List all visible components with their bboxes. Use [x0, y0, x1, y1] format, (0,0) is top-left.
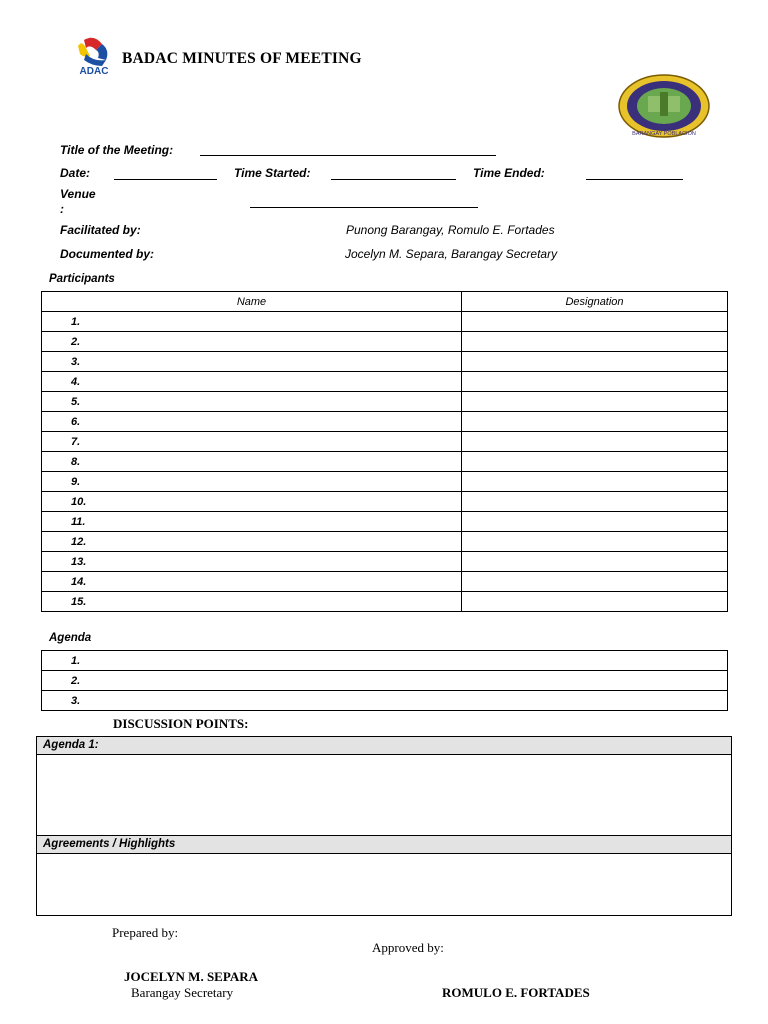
participant-designation-cell[interactable] — [462, 312, 728, 332]
participant-row — [42, 492, 728, 512]
participant-designation-cell[interactable] — [462, 392, 728, 412]
barangay-seal — [618, 74, 710, 138]
participant-designation-cell[interactable] — [462, 332, 728, 352]
agenda-item-cell[interactable]: 3. — [42, 691, 728, 711]
participant-designation-cell[interactable] — [462, 412, 728, 432]
documented-label: Documented by: — [60, 247, 155, 261]
preparer-title: Barangay Secretary — [131, 985, 234, 1000]
agenda-label: Agenda — [49, 632, 92, 644]
participant-name-cell[interactable]: 14. — [42, 572, 462, 592]
participant-name-cell[interactable]: 10. — [42, 492, 462, 512]
participant-row — [42, 312, 728, 332]
agenda-row — [42, 671, 728, 691]
participant-name-cell[interactable]: 8. — [42, 452, 462, 472]
designation-column-header: Designation — [462, 292, 728, 312]
participant-row — [42, 432, 728, 452]
preparer-name: JOCELYN M. SEPARA — [124, 969, 258, 984]
agenda-1-notes[interactable] — [37, 755, 731, 835]
title-field[interactable] — [200, 155, 496, 156]
participant-name-cell[interactable]: 15. — [42, 592, 462, 612]
participants-table — [41, 291, 728, 612]
agenda-row — [42, 691, 728, 711]
participant-row — [42, 532, 728, 552]
venue-colon: : — [60, 202, 64, 216]
time-ended-field[interactable] — [586, 179, 683, 180]
participant-row — [42, 332, 728, 352]
agenda-item-cell[interactable]: 2. — [42, 671, 728, 691]
agreements-notes[interactable] — [37, 853, 731, 915]
participant-row — [42, 592, 728, 612]
participant-row — [42, 552, 728, 572]
participant-designation-cell[interactable] — [462, 372, 728, 392]
seal-text: BARANGAY POBLACION — [632, 131, 696, 137]
approved-by-label: Approved by: — [372, 940, 444, 955]
participant-row — [42, 372, 728, 392]
participant-row — [42, 452, 728, 472]
participant-name-cell[interactable]: 2. — [42, 332, 462, 352]
participant-name-cell[interactable]: 9. — [42, 472, 462, 492]
participant-row — [42, 572, 728, 592]
logo-text: ADAC — [79, 66, 109, 77]
participant-designation-cell[interactable] — [462, 532, 728, 552]
participant-name-cell[interactable]: 12. — [42, 532, 462, 552]
participant-designation-cell[interactable] — [462, 572, 728, 592]
participant-row — [42, 412, 728, 432]
participant-name-cell[interactable]: 7. — [42, 432, 462, 452]
agenda-table — [41, 650, 728, 711]
participant-name-cell[interactable]: 13. — [42, 552, 462, 572]
participant-name-cell[interactable]: 1. — [42, 312, 462, 332]
participant-designation-cell[interactable] — [462, 352, 728, 372]
agenda-row — [42, 651, 728, 671]
venue-field[interactable] — [250, 207, 478, 208]
discussion-box — [36, 736, 732, 916]
participant-designation-cell[interactable] — [462, 432, 728, 452]
agenda-1-header: Agenda 1: — [37, 737, 731, 755]
documented-value: Jocelyn M. Separa, Barangay Secretary — [345, 247, 558, 261]
prepared-by-label: Prepared by: — [112, 925, 179, 940]
facilitated-label: Facilitated by: — [60, 223, 141, 237]
venue-label: Venue — [60, 187, 96, 201]
participant-row — [42, 392, 728, 412]
agreements-header: Agreements / Highlights — [37, 835, 731, 854]
participant-designation-cell[interactable] — [462, 592, 728, 612]
discussion-title: DISCUSSION POINTS: — [113, 716, 249, 731]
participant-designation-cell[interactable] — [462, 472, 728, 492]
participant-designation-cell[interactable] — [462, 492, 728, 512]
time-ended-label: Time Ended: — [473, 166, 545, 180]
date-label: Date: — [60, 166, 91, 180]
adac-logo — [72, 36, 116, 80]
time-started-label: Time Started: — [234, 166, 311, 180]
participant-designation-cell[interactable] — [462, 552, 728, 572]
participant-name-cell[interactable]: 4. — [42, 372, 462, 392]
participant-name-cell[interactable]: 5. — [42, 392, 462, 412]
participants-label: Participants — [49, 273, 115, 285]
participant-row — [42, 512, 728, 532]
participant-name-cell[interactable]: 6. — [42, 412, 462, 432]
facilitated-value: Punong Barangay, Romulo E. Fortades — [346, 223, 555, 237]
participant-name-cell[interactable]: 3. — [42, 352, 462, 372]
participant-row — [42, 472, 728, 492]
participant-name-cell[interactable]: 11. — [42, 512, 462, 532]
document-title: BADAC MINUTES OF MEETING — [122, 50, 362, 67]
participant-designation-cell[interactable] — [462, 512, 728, 532]
approver-name: ROMULO E. FORTADES — [442, 985, 590, 1000]
name-column-header: Name — [42, 292, 462, 312]
title-label: Title of the Meeting: — [60, 143, 174, 157]
participant-row — [42, 352, 728, 372]
time-started-field[interactable] — [331, 179, 456, 180]
participant-designation-cell[interactable] — [462, 452, 728, 472]
agenda-item-cell[interactable]: 1. — [42, 651, 728, 671]
date-field[interactable] — [114, 179, 217, 180]
